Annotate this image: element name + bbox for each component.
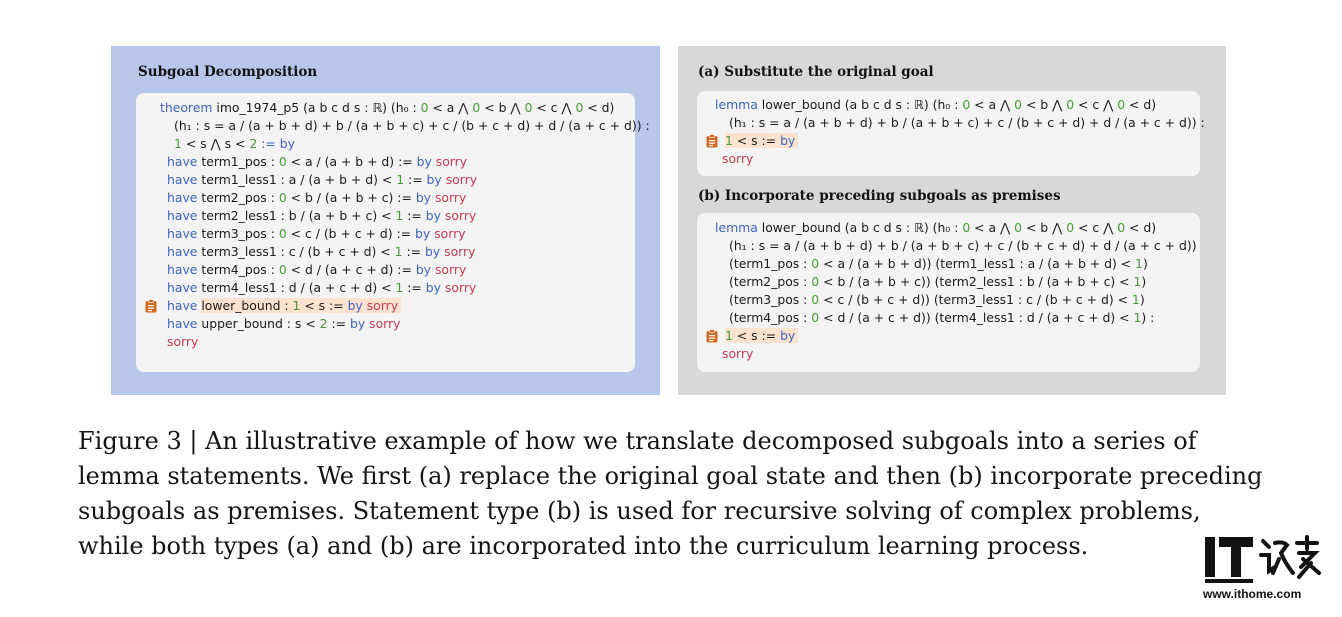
have-statement: term3_pos : 0 < c / (b + c + d) := [201, 226, 412, 241]
lemma-keyword: lemma [715, 97, 758, 112]
lemma-statements-panel [678, 46, 1226, 395]
lemma-b-line-2: (h₁ : s = a / (a + b + d) + b / (a + b + c) + c / (b + c + d) + d / (a + c + d)) [729, 238, 1197, 253]
by-keyword: by [424, 244, 441, 259]
have-statement: term1_pos : 0 < a / (a + b + d) := [201, 154, 413, 169]
lemma-signature: lower_bound (a b c d s : ℝ) (h₀ : 0 < a ⋀ 0 < b ⋀ 0 < c ⋀ 0 < d) [761, 220, 1157, 235]
sorry-keyword: sorry [434, 226, 466, 241]
sorry-keyword: sorry [366, 298, 399, 313]
have-statement: lower_bound : 1 < s := [201, 298, 344, 313]
lemma-b-line-1 [715, 219, 1156, 237]
have-keyword: have [167, 226, 198, 241]
have-keyword: have [167, 298, 198, 313]
sorry-keyword: sorry [445, 172, 478, 187]
have-keyword: have [167, 154, 198, 169]
panel-heading: Subgoal Decomposition [138, 64, 318, 80]
lemma-a-goal-line [725, 132, 798, 150]
by-keyword: by [780, 328, 796, 343]
by-keyword: by [426, 172, 442, 187]
lemma-b-premise-1: (term1_pos : 0 < a / (a + b + d)) (term1_less1 : a / (a + b + d) < 1) [729, 256, 1148, 271]
have-keyword: have [167, 208, 198, 223]
have-keyword: have [167, 280, 198, 295]
have-keyword: have [167, 262, 198, 277]
caption-line-1: Figure 3 | An illustrative example of how we translate decomposed subgoals into a series of [78, 427, 1197, 455]
have-line-term1-less1 [167, 171, 477, 189]
have-keyword: have [167, 316, 198, 331]
have-statement: upper_bound : s < 2 := [201, 316, 347, 331]
have-statement: term4_less1 : d / (a + c + d) < 1 := [201, 280, 422, 295]
theorem-line-2: (h₁ : s = a / (a + b + d) + b / (a + b + c) + c / (b + c + d) + d / (a + c + d)) : [174, 118, 650, 133]
lemma-b-goal-line [725, 327, 798, 345]
sorry-keyword: sorry [434, 190, 467, 205]
lemma-goal: 1 < s := [725, 133, 777, 148]
lemma-a-line-2: (h₁ : s = a / (a + b + d) + b / (a + b + c) + c / (b + c + d) + d / (a + c + d)) : [729, 115, 1205, 130]
theorem-goal: 1 < s ⋀ s < 2 [174, 136, 258, 151]
have-statement: term3_less1 : c / (b + c + d) < 1 := [201, 244, 422, 259]
lemma-a-code-block [697, 91, 1205, 176]
lemma-signature: lower_bound (a b c d s : ℝ) (h₀ : 0 < a ⋀ 0 < b ⋀ 0 < c ⋀ 0 < d) [761, 97, 1157, 112]
have-line-term4-less1 [167, 279, 476, 297]
lemma-b-premise-4: (term4_pos : 0 < d / (a + c + d)) (term4_less1 : d / (a + c + d) < 1) : [729, 310, 1155, 325]
sorry-keyword: sorry [444, 280, 477, 295]
highlighted-subgoal [201, 298, 401, 313]
theorem-line-1 [160, 99, 614, 117]
have-statement: term4_pos : 0 < d / (a + c + d) := [201, 262, 412, 277]
watermark-url: www.ithome.com [1203, 587, 1302, 601]
ithome-watermark [1203, 533, 1325, 603]
lemma-b-premise-2: (term2_pos : 0 < b / (a + b + c)) (term2_less1 : b / (a + b + c) < 1) [729, 274, 1147, 289]
have-keyword: have [167, 172, 198, 187]
have-line-term1-pos [167, 153, 467, 171]
highlighted-goal [725, 133, 798, 148]
sorry-keyword: sorry [369, 316, 401, 331]
have-line-term4-pos [167, 261, 466, 279]
lemma-goal: 1 < s := [725, 328, 777, 343]
have-keyword: have [167, 190, 198, 205]
by-keyword: by [415, 190, 432, 205]
have-statement: term2_pos : 0 < b / (a + b + c) := [201, 190, 412, 205]
caption-line-3: subgoals as premises. Statement type (b) is used for recursive solving of complex problems, [78, 497, 1201, 525]
theorem-code-block [136, 93, 650, 372]
have-line-term2-pos [167, 189, 466, 207]
highlighted-goal [725, 328, 798, 343]
ithome-logo [1203, 533, 1325, 585]
have-line-term2-less1 [167, 207, 476, 225]
clipboard-icon [145, 299, 157, 313]
sorry-keyword: sorry [444, 208, 477, 223]
by-keyword: by [425, 208, 441, 223]
by-keyword: by [425, 280, 441, 295]
by-keyword: by [780, 133, 796, 148]
lemma-a-line-1 [715, 96, 1156, 114]
theorem-signature: imo_1974_p5 (a b c d s : ℝ) (h₀ : 0 < a ⋀ 0 < b ⋀ 0 < c ⋀ 0 < d) [216, 100, 615, 115]
caption-line-4: while both types (a) and (b) are incorporated into the curriculum learning process. [78, 532, 1089, 560]
subgoal-decomposition-panel [111, 46, 660, 395]
lemma-keyword: lemma [715, 220, 758, 235]
sorry-keyword: sorry [435, 154, 468, 169]
caption-line-2: lemma statements. We first (a) replace the original goal state and then (b) incorporate preceding [78, 462, 1263, 490]
by-keyword: by [415, 226, 431, 241]
lemma-b-premise-3: (term3_pos : 0 < c / (b + c + d)) (term3_less1 : c / (b + c + d) < 1) [729, 292, 1145, 307]
heading-a: (a) Substitute the original goal [698, 64, 934, 80]
heading-b: (b) Incorporate preceding subgoals as premises [698, 188, 1061, 204]
lemma-a-sorry: sorry [722, 151, 754, 166]
by-keyword: by [347, 298, 363, 313]
have-keyword: have [167, 244, 198, 259]
theorem-line-3 [174, 135, 295, 153]
have-statement: term1_less1 : a / (a + b + d) < 1 := [201, 172, 423, 187]
have-line-term3-less1 [167, 243, 475, 261]
clipboard-icon [706, 329, 718, 343]
have-line-term3-pos [167, 225, 466, 243]
sorry-keyword: sorry [434, 262, 467, 277]
final-sorry: sorry [167, 334, 199, 349]
clipboard-icon [706, 134, 718, 148]
lemma-b-sorry: sorry [722, 346, 754, 361]
by-keyword: by [415, 262, 432, 277]
have-line-upper-bound [167, 315, 400, 333]
theorem-by: := by [261, 136, 295, 151]
by-keyword: by [416, 154, 432, 169]
lemma-b-code-block [697, 213, 1200, 372]
figure-caption [78, 424, 1268, 564]
have-line-lower-bound [167, 297, 401, 315]
theorem-keyword: theorem [160, 100, 213, 115]
sorry-keyword: sorry [444, 244, 476, 259]
by-keyword: by [349, 316, 366, 331]
have-statement: term2_less1 : b / (a + b + c) < 1 := [201, 208, 422, 223]
